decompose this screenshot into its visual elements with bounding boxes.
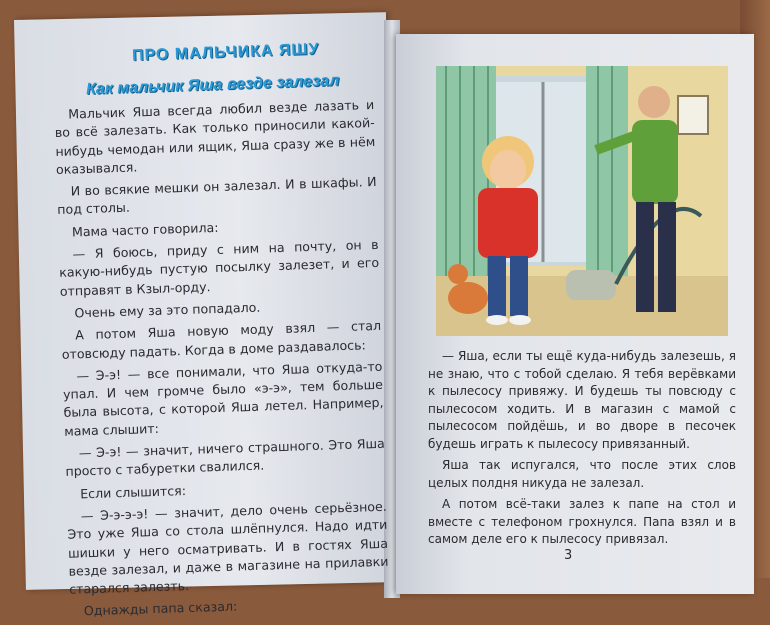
paragraph: — Э-э-э-э! — значит, дело очень серьёзное. Это уже Яша со стола шлёпнулся. Надо идти шишки у него осматривать. И в гостях Яша везде залезал, и даже в магазине на прилавки старался залезть. xyxy=(67,498,389,597)
paragraph: Очень ему за это попадало. xyxy=(74,299,261,321)
paragraph: Яша так испугался, что после этих слов целых полдня никуда не залезал. xyxy=(428,458,736,490)
paragraph: — Яша, если ты ещё куда-нибудь залезешь, я не знаю, что с тобой сделаю. Я тебя верёвками к пылесосу привяжу. И будешь ты повсюду с пылесосом ходить. И в магазин с мамой с пылесосом пойдёшь, и во дворе в песочек будешь играть к пылесосу привязанный. xyxy=(428,349,736,451)
paragraph: Однажды папа сказал: xyxy=(83,598,238,619)
paragraph: И во всякие мешки он залезал. И в шкафы. И под столы. xyxy=(57,174,377,218)
illustration-drawing xyxy=(436,66,728,336)
paragraph: — Я боюсь, приду с ним на почту, он в какую-нибудь пустую посылку залезет, и его отправят в Кзыл-орду. xyxy=(59,236,380,299)
paragraph: — Э-э! — значит, ничего страшного. Это Яша просто с табуретки свалился. xyxy=(65,435,385,480)
story-title: Как мальчик Яша везде залезал xyxy=(85,72,340,99)
page-number: 3 xyxy=(564,548,573,563)
paragraph: А потом Яша новую моду взял — стал отовсюду падать. Когда в доме раздавалось: xyxy=(61,318,382,362)
paragraph: Мальчик Яша всегда любил везде лазать и во всё залезать. Как только приносили какой-нибудь чемодан или ящик, Яша сразу же в нём оказывался. xyxy=(54,96,376,177)
story-illustration xyxy=(436,66,728,336)
paragraph: Если слышится: xyxy=(79,482,187,502)
right-page-text xyxy=(428,348,736,553)
left-page-text xyxy=(54,96,390,625)
paragraph: — Э-э! — все понимали, что Яша откуда-то упал. И чем громче было «э-э», тем больше была высота, с которой Яша летел. Например, мама слышит: xyxy=(62,358,384,439)
paragraph: А потом всё-таки залез к папе на стол и вместе с телефоном грохнулся. Папа взял и в самом деле его к пылесосу привязал. xyxy=(428,497,736,546)
series-title: ПРО МАЛЬЧИКА ЯШУ xyxy=(131,40,320,65)
paragraph: Мама часто говорила: xyxy=(71,219,219,240)
